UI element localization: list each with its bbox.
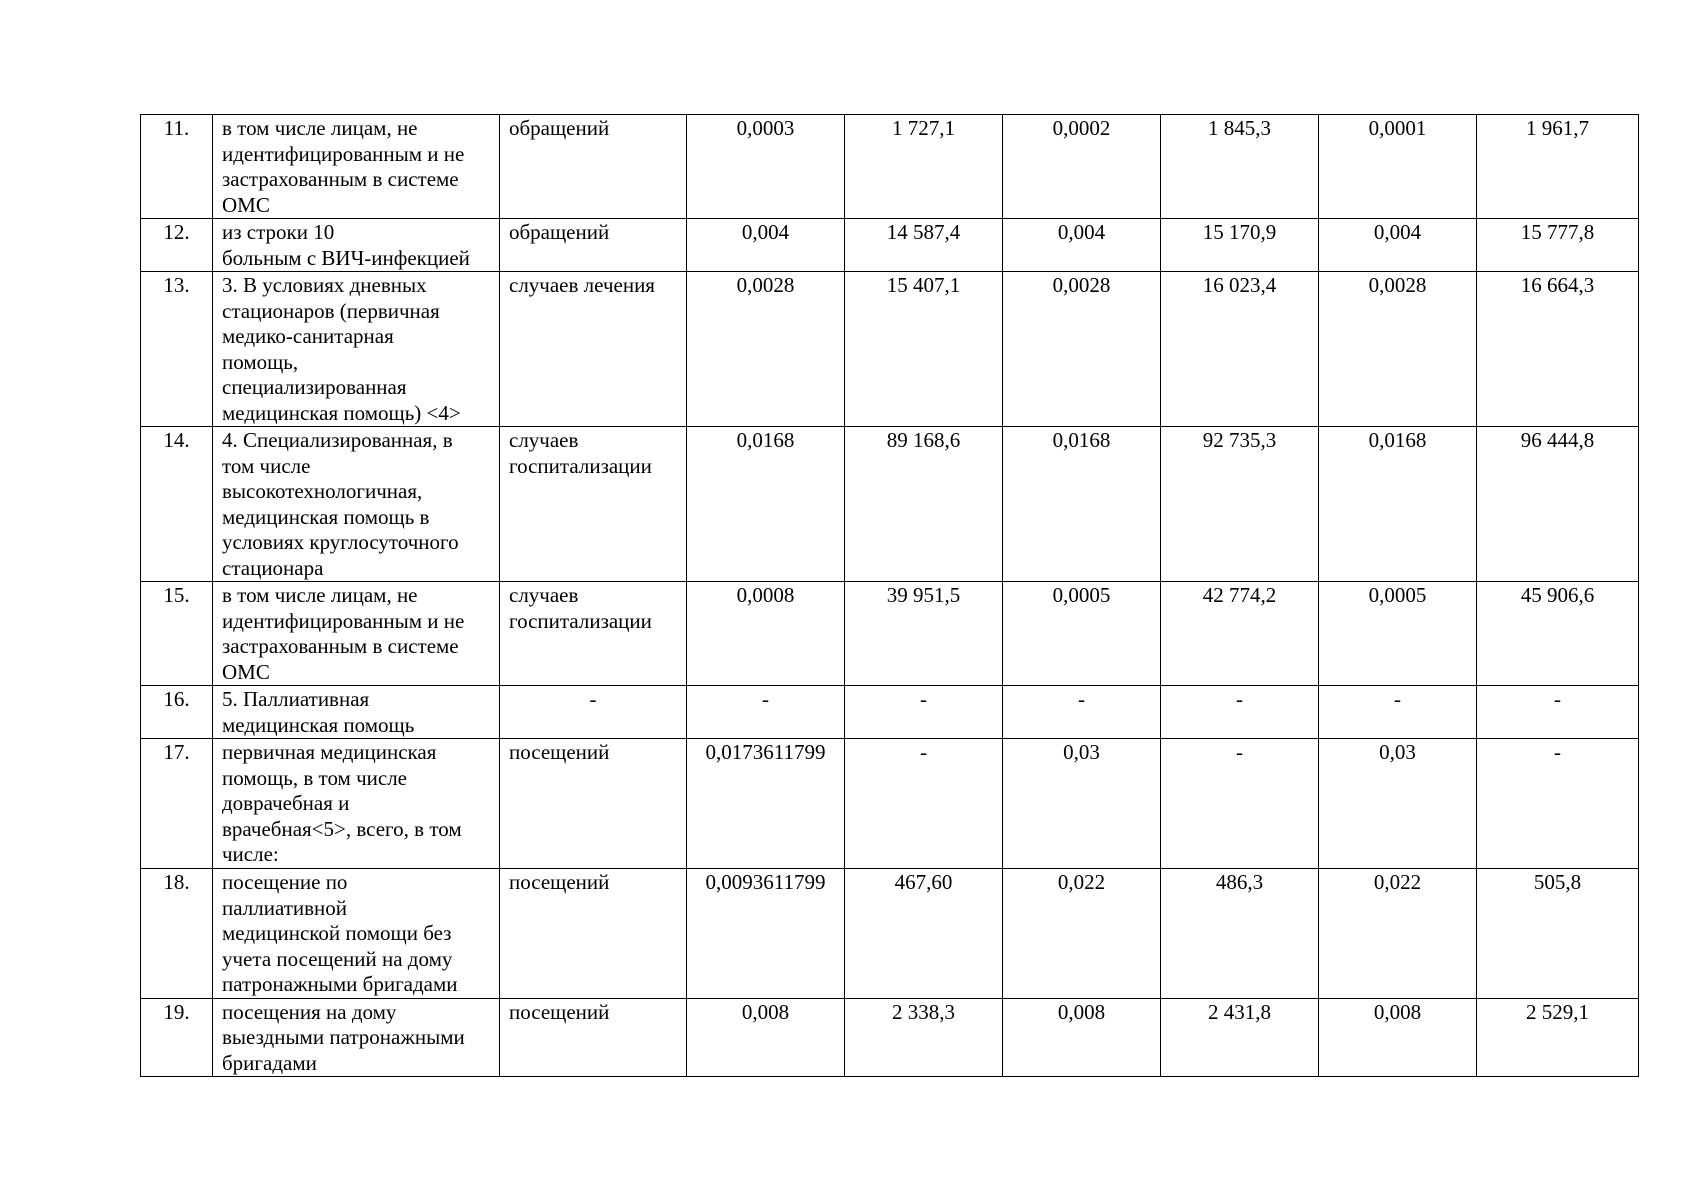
table-row [141,115,1639,219]
value-cell: 0,008 [687,998,845,1077]
indicator-name-cell [213,869,500,999]
indicator-name-line: 4. Специализированная, в [222,428,453,452]
value-cell: 0,0173611799 [687,739,845,869]
value-cell: 1 961,7 [1477,115,1639,219]
indicator-name-line: специализированная [222,375,407,399]
indicator-name-line: доврачебная и [222,791,350,815]
value-cell: 0,008 [1003,998,1161,1077]
value-cell: 0,03 [1319,739,1477,869]
indicator-name-line: 5. Паллиативная [222,687,370,711]
table-row [141,869,1639,999]
value-cell: 0,004 [1003,219,1161,272]
value-cell: 0,0003 [687,115,845,219]
indicator-name-line: больным с ВИЧ-инфекцией [222,245,470,270]
value-cell: 505,8 [1477,869,1639,999]
unit-line: обращений [509,220,610,244]
indicator-name-line: в том числе лицам, не [222,583,418,607]
unit-line: госпитализации [509,453,652,478]
table-row [141,998,1639,1077]
value-cell: - [845,686,1003,739]
value-cell: 0,0168 [1003,427,1161,582]
indicator-name-line: учета посещений на дому [222,946,453,971]
indicator-name-cell [213,582,500,686]
unit-line: случаев [509,583,579,607]
value-cell: 2 529,1 [1477,998,1639,1077]
value-cell: 14 587,4 [845,219,1003,272]
table-row [141,739,1639,869]
indicator-name-cell [213,998,500,1077]
row-number-cell: 18. [141,869,213,999]
value-cell: 0,0168 [687,427,845,582]
unit-line: обращений [509,116,610,140]
indicator-name-line: из строки 10 [222,220,335,244]
row-number-cell: 14. [141,427,213,582]
indicator-name-line: стационаров (первичная [222,298,440,323]
row-number-cell: 11. [141,115,213,219]
table-row [141,272,1639,427]
value-cell: 0,004 [687,219,845,272]
value-cell: 0,0001 [1319,115,1477,219]
unit-cell [500,998,687,1077]
table-row [141,427,1639,582]
indicator-name-line: посещение по [222,870,348,894]
value-cell: 16 023,4 [1161,272,1319,427]
value-cell: 0,0005 [1003,582,1161,686]
indicator-name-line: врачебная<5>, всего, в том [222,816,462,841]
indicator-name-line: медицинской помощи без [222,921,452,945]
indicator-name-line: медицинская помощь) <4> [222,400,461,425]
unit-cell [500,869,687,999]
table-body [141,115,1639,1077]
indicator-name-line: медицинская помощь в [222,504,430,529]
value-cell: 0,022 [1003,869,1161,999]
unit-cell [500,219,687,272]
indicator-name-line: идентифицированным и не [222,608,465,633]
value-cell: 42 774,2 [1161,582,1319,686]
unit-line: госпитализации [509,608,652,633]
unit-line: случаев лечения [509,273,655,297]
value-cell: 0,0028 [1003,272,1161,427]
row-number-cell: 17. [141,739,213,869]
unit-cell [500,115,687,219]
indicator-name-cell [213,427,500,582]
value-cell: 0,0028 [1319,272,1477,427]
indicator-name-line: застрахованным в системе [222,634,459,658]
value-cell: 15 407,1 [845,272,1003,427]
value-cell: 1 727,1 [845,115,1003,219]
value-cell: - [1319,686,1477,739]
unit-cell [500,427,687,582]
indicator-name-line: помощь, в том числе [222,765,408,790]
row-number-cell: 19. [141,998,213,1077]
value-cell: - [845,739,1003,869]
unit-line: посещений [509,740,610,764]
indicator-name-line: том числе [222,453,311,478]
table-row [141,582,1639,686]
indicator-name-cell [213,219,500,272]
value-cell: 92 735,3 [1161,427,1319,582]
indicator-name-cell [213,739,500,869]
value-cell: - [1477,686,1639,739]
indicator-name-line: паллиативной [222,895,348,920]
value-cell: 0,03 [1003,739,1161,869]
value-cell: - [1003,686,1161,739]
unit-line: посещений [509,999,610,1024]
value-cell: 486,3 [1161,869,1319,999]
indicator-name-line: ОМС [222,192,270,217]
indicator-name-line: патронажными бригадами [222,972,458,996]
indicator-name-line: ОМС [222,659,270,684]
value-cell: 0,0028 [687,272,845,427]
row-number-cell: 12. [141,219,213,272]
indicator-name-line: медико-санитарная [222,324,394,348]
value-cell: 0,0168 [1319,427,1477,582]
value-cell: 1 845,3 [1161,115,1319,219]
value-cell: 0,022 [1319,869,1477,999]
value-cell: 0,008 [1319,998,1477,1077]
value-cell: 0,0002 [1003,115,1161,219]
value-cell: 467,60 [845,869,1003,999]
indicator-name-line: условиях круглосуточного [222,530,459,554]
value-cell: 45 906,6 [1477,582,1639,686]
value-cell: 0,0005 [1319,582,1477,686]
unit-cell [500,582,687,686]
value-cell: 15 170,9 [1161,219,1319,272]
unit-cell [500,739,687,869]
unit-line: случаев [509,428,579,452]
value-cell: 2 431,8 [1161,998,1319,1077]
value-cell: - [1161,739,1319,869]
volume-cost-table [140,114,1639,1077]
indicator-name-line: 3. В условиях дневных [222,273,427,297]
value-cell: 0,0093611799 [687,869,845,999]
value-cell: 2 338,3 [845,998,1003,1077]
value-cell: 89 168,6 [845,427,1003,582]
value-cell: 39 951,5 [845,582,1003,686]
indicator-name-line: идентифицированным и не [222,141,465,166]
unit-line: - [589,687,597,711]
value-cell: - [1477,739,1639,869]
indicator-name-line: первичная медицинская [222,740,437,764]
indicator-name-line: застрахованным в системе [222,167,459,191]
indicator-name-line: в том числе лицам, не [222,116,418,140]
indicator-name-line: стационара [222,555,324,580]
indicator-name-line: помощь, [222,349,299,374]
indicator-name-line: выездными патронажными [222,1025,465,1049]
unit-line: посещений [509,870,610,894]
indicator-name-line: посещения на дому [222,999,397,1024]
value-cell: - [1161,686,1319,739]
table-row [141,686,1639,739]
value-cell: 96 444,8 [1477,427,1639,582]
value-cell: 0,004 [1319,219,1477,272]
row-number-cell: 13. [141,272,213,427]
indicator-name-cell [213,272,500,427]
indicator-name-cell [213,686,500,739]
indicator-name-line: высокотехнологичная, [222,479,423,503]
table-row [141,219,1639,272]
indicator-name-line: числе: [222,842,279,866]
value-cell: 0,0008 [687,582,845,686]
value-cell: 16 664,3 [1477,272,1639,427]
row-number-cell: 16. [141,686,213,739]
unit-cell [500,686,687,739]
indicator-name-line: бригадами [222,1050,317,1075]
value-cell: - [687,686,845,739]
unit-cell [500,272,687,427]
indicator-name-cell [213,115,500,219]
indicator-name-line: медицинская помощь [222,712,415,737]
row-number-cell: 15. [141,582,213,686]
value-cell: 15 777,8 [1477,219,1639,272]
